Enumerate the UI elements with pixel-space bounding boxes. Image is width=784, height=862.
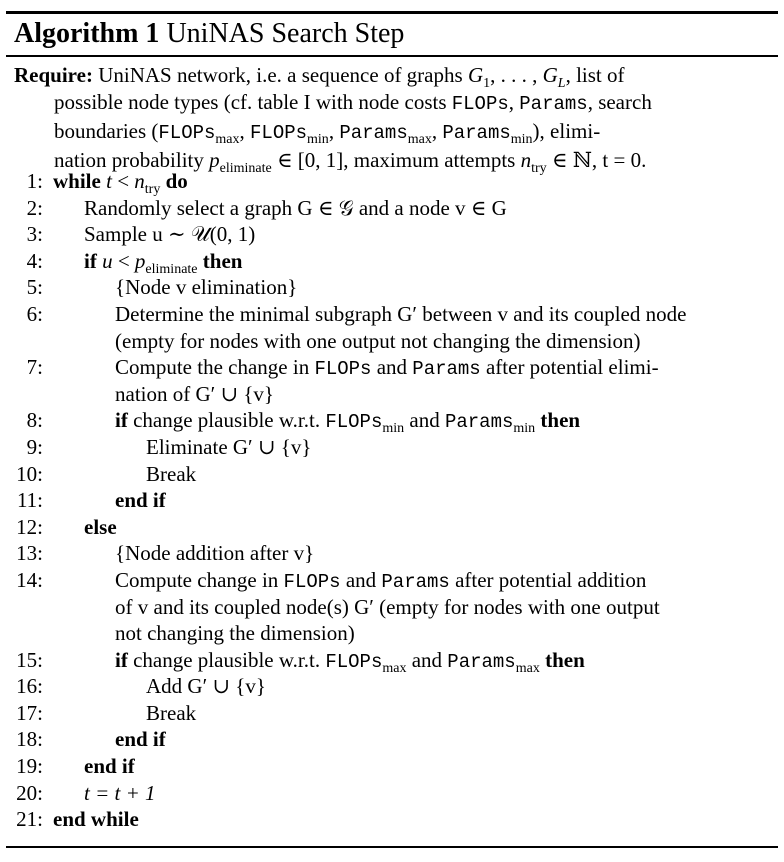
require-line-3: boundaries (FLOPs$_{max}$, FLOPs$_{min}$, Params$_{max}$, Params$_{min}$), elimi- [54,119,601,147]
algorithm-line: 12: else [16,514,117,539]
bottom-rule [6,846,778,848]
algorithm-line: 19: end if [16,754,135,779]
algorithm-line: 14: Compute change in FLOPs and Params after potential addition [16,567,647,593]
algorithm-line: 4: if $u < p_{eliminate}$ then [26,248,243,277]
require-line-2: possible node types (cf. table I with node costs FLOPs, Params, search [54,90,652,115]
algorithm-line: 5: {Node v elimination} [26,275,298,300]
algorithm-line: 8: if change plausible w.r.t. FLOPs$_{min}$ and Params$_{min}$ then [26,408,581,437]
algorithm-line: 11: end if [16,488,166,513]
algorithm-line-cont: of v and its coupled node(s) G′ (empty for nodes with one output [115,594,660,619]
algorithm-line: 10: Break [16,461,197,486]
top-rule [6,11,778,14]
algorithm-line: 21: end while [16,807,139,832]
algorithm-line: 17: Break [16,700,197,725]
require-text-8: , maximum attempts [343,148,516,172]
algorithm-line: 18: end if [16,727,166,752]
require-text-5: boundaries ( [54,119,159,143]
require-text-4: , search [587,90,652,114]
require-text-1: UniNAS network, i.e. a sequence of graphs [98,63,463,87]
algorithm-line: 1: while $t < n_{try}$ do [26,169,188,197]
algorithm-line: 15: if change plausible w.r.t. FLOPs$_{max}$ and Params$_{max}$ then [16,647,585,676]
require-keyword: Require: [14,63,93,87]
require-text-3: possible node types (cf. table I with node costs [54,90,447,114]
algorithm-line: 13: {Node addition after v} [16,541,315,566]
algorithm-line-cont: nation of G′ ∪ {v} [115,381,274,406]
algorithm-line: 3: Sample u ∼ 𝒰(0, 1) [26,222,256,247]
algorithm-name: UniNAS Search Step [166,18,405,49]
require-text-2: , list of [565,63,625,87]
title-rule [6,55,778,57]
algorithm-title [14,16,404,52]
algorithm-line: 7: Compute the change in FLOPs and Params after potential elimi- [26,355,659,381]
algorithm-line-cont: not changing the dimension) [115,621,355,646]
algorithm-line-cont: (empty for nodes with one output not changing the dimension) [115,328,641,353]
require-block [14,62,766,174]
require-text-7: nation probability [54,148,204,172]
require-line-1: Require: UniNAS network, i.e. a sequence of graphs $G_1$, . . . , $G_L$, list of [14,63,625,91]
algorithm-line: 2: Randomly select a graph G ∈ 𝒢 and a node v ∈ G [26,195,507,220]
algorithm-line: 16: Add G′ ∪ {v} [16,674,266,699]
algorithm-label: Algorithm 1 [14,18,160,49]
algorithm-line: 9: Eliminate G′ ∪ {v} [26,434,312,459]
require-line-4: nation probability $p_{eliminate}$ ∈ [0, 1], maximum attempts $n_{try}$ ∈ ℕ, t = 0. [54,148,647,176]
algorithm-line: 6: Determine the minimal subgraph G′ between v and its coupled node [26,301,687,326]
algorithm-line: 20: t = t + 1 [16,780,156,805]
algorithm-body [0,168,784,833]
require-text-6: ), elimi- [532,119,601,143]
